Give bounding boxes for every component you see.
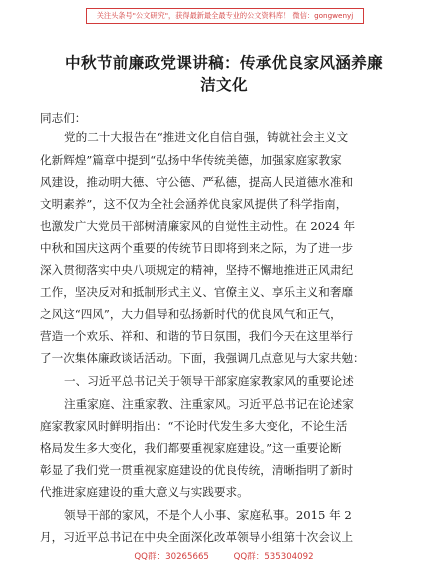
body-line: 风建设，推动明大德、守公德、严私德，提高人民道德水准和 [40,175,354,189]
body-line: 彰显了我们党一贯重视家庭建设的优良传统，清晰指明了新时 [40,463,354,477]
qq-group-1: QQ群：30265665 [134,552,209,562]
body-line: 营造一个欢乐、祥和、和谐的节日氛围，我们今天在这里举行 [40,329,354,343]
body-line: 党的二十大报告在“推进文化自信自强，铸就社会主义文 [64,130,349,144]
body-line: 中秋和国庆这两个重要的传统节日即将到来之际，为了进一步 [40,241,354,255]
body-line: 也激发广大党员干部树清廉家风的自觉性主动性。在 2024 年 [40,219,356,233]
body-line: 庭家教家风时鲜明指出：“不论时代发生多大变化，不论生活 [40,419,348,433]
body-line: 工作，坚决反对和抵制形式主义、官僚主义、享乐主义和奢靡 [40,285,354,299]
body-line: 月，习近平总书记在中央全面深化改革领导小组第十次会议上 [40,530,354,544]
body-line: 领导干部的家风，不是个人小事、家庭私事。2015 年 2 [64,508,352,522]
body-line: 文明素养”，这不仅为全社会涵养优良家风提供了科学指南， [40,197,348,211]
footer-contact [0,550,448,564]
body-line: 深入贯彻落实中央八项规定的精神，坚持不懈地推进正风肃纪 [40,263,354,277]
body-line: 之风这“四风”，大力倡导和弘扬新时代的优良风气和正气， [40,307,342,321]
header-banner [86,8,364,24]
header-banner-text: 关注头条号"公文研究"，获得最新最全最专业的公文资料库！ 微信：gongwenyj [96,11,354,20]
body-line: 化新辉煌”篇章中提到“弘扬中华传统美德，加强家庭家教家 [40,153,342,167]
document-title [54,52,394,96]
body-line: 格局发生多大变化，我们都要重视家庭建设。”这一重要论断 [40,441,342,455]
section-heading: 一、习近平总书记关于领导干部家庭家教家风的重要论述 [64,374,354,388]
body-line: 了一次集体廉政谈话活动。下面，我强调几点意见与大家共勉： [40,351,365,365]
title-line-1: 中秋节前廉政党课讲稿：传承优良家风涵养廉 [65,54,383,72]
body-line: 代推进家庭建设的重大意义与实践要求。 [40,485,249,499]
greeting: 同志们： [40,111,87,125]
title-line-2: 洁文化 [200,76,248,94]
qq-group-2: QQ群：535304092 [233,552,314,562]
body-line: 注重家庭、注重家教、注重家风。习近平总书记在论述家 [64,397,354,411]
